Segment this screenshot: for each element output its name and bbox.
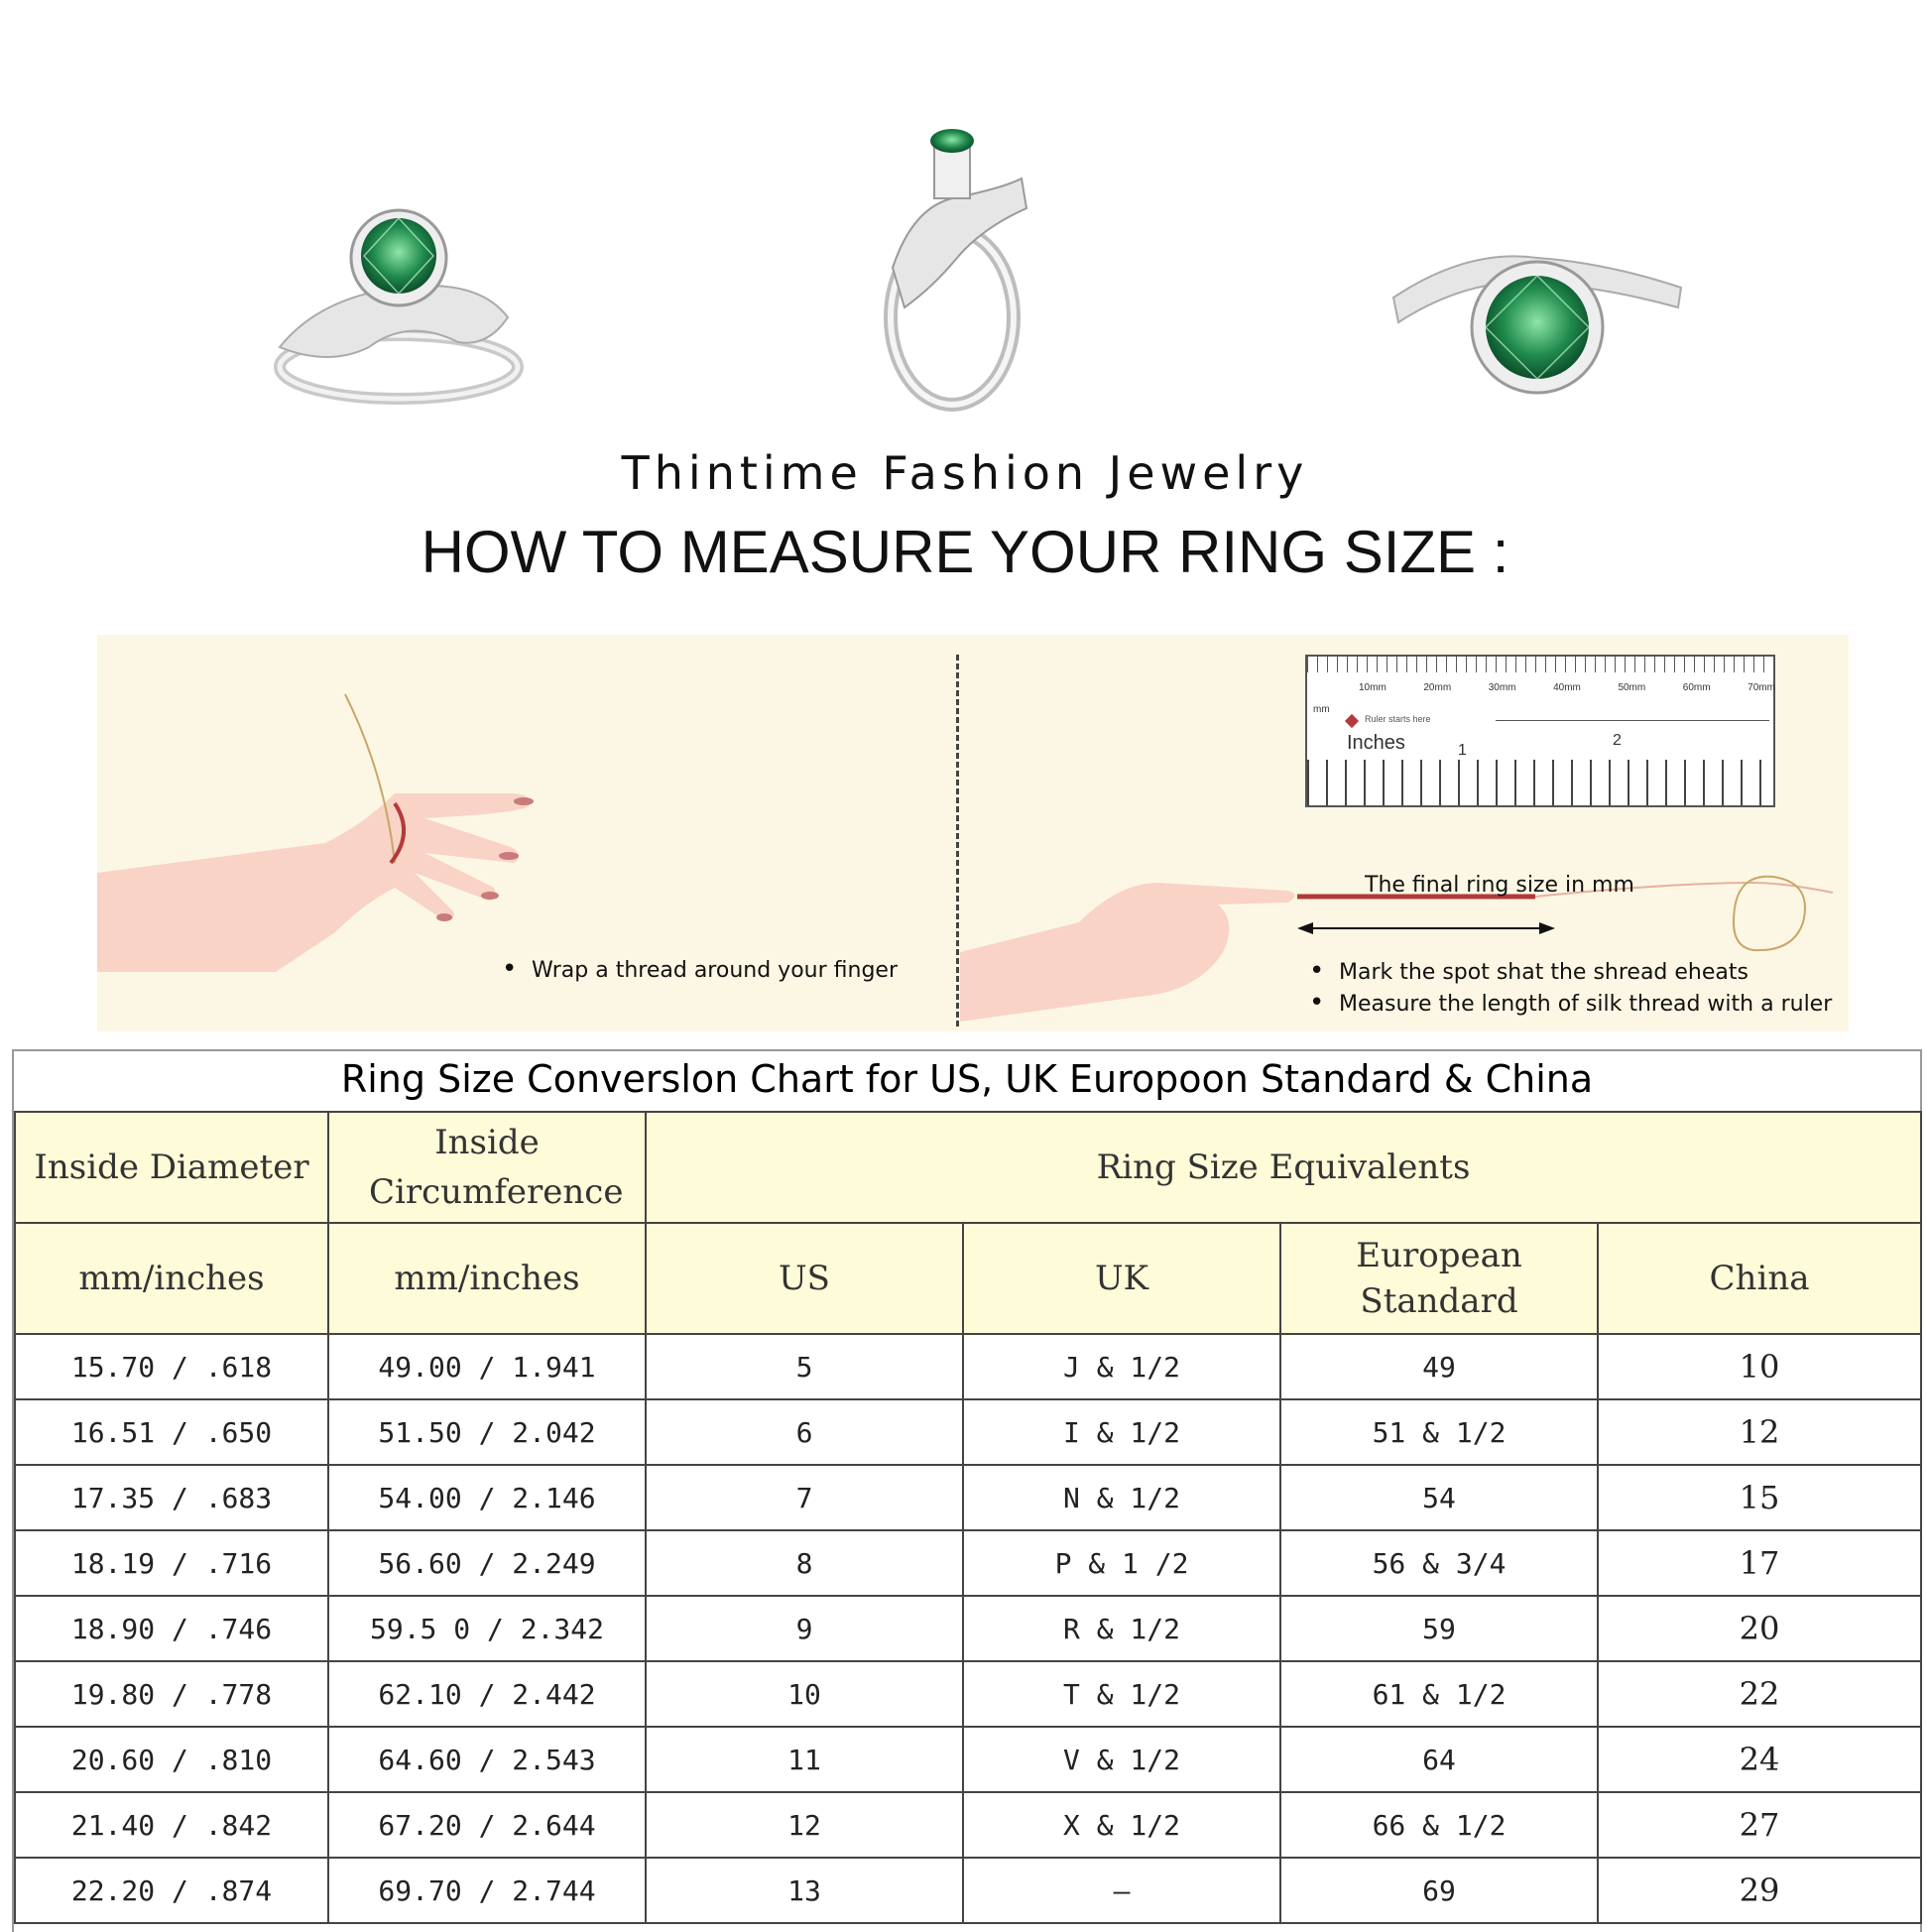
cell-us: 5 — [646, 1334, 963, 1399]
panel-divider — [956, 655, 959, 1026]
ring-size-table — [14, 1111, 1922, 1924]
cell-circumference: 51.50 / 2.042 — [328, 1399, 646, 1465]
cell-uk: T & 1/2 — [963, 1661, 1280, 1727]
cell-us: 6 — [646, 1399, 963, 1465]
cell-diameter: 22.20 / .874 — [15, 1858, 328, 1923]
cell-circumference: 49.00 / 1.941 — [328, 1334, 646, 1399]
table-row — [15, 1661, 1921, 1727]
header-ring-size-equivalents: Ring Size Equivalents — [646, 1112, 1921, 1223]
header-inside-diameter: Inside Diameter — [15, 1112, 328, 1223]
cell-us: 10 — [646, 1661, 963, 1727]
cell-diameter: 17.35 / .683 — [15, 1465, 328, 1530]
cell-european: 61 & 1/2 — [1280, 1661, 1598, 1727]
table-row — [15, 1530, 1921, 1596]
cell-china: 27 — [1598, 1792, 1921, 1858]
measure-instructions-panel — [97, 635, 1849, 1031]
ruler-mm-label: 40mm — [1553, 682, 1581, 693]
ruler-mm-label: 60mm — [1682, 682, 1711, 693]
ring-side-view-image — [853, 119, 1051, 426]
header-china: China — [1598, 1223, 1921, 1334]
cell-circumference: 69.70 / 2.744 — [328, 1858, 646, 1923]
cell-european: 64 — [1280, 1727, 1598, 1792]
header-european: European Standard — [1280, 1223, 1598, 1334]
cell-china: 24 — [1598, 1727, 1921, 1792]
cell-us: 7 — [646, 1465, 963, 1530]
cell-circumference: 64.60 / 2.543 — [328, 1727, 646, 1792]
table-row — [15, 1334, 1921, 1399]
ring-top-view-image — [1388, 228, 1686, 426]
mark-spot-caption: • Mark the spot shat the shread eheats — [1339, 960, 1749, 985]
cell-uk: I & 1/2 — [963, 1399, 1280, 1465]
header-uk: UK — [963, 1223, 1280, 1334]
cell-uk: V & 1/2 — [963, 1727, 1280, 1792]
cell-china: 10 — [1598, 1334, 1921, 1399]
cell-china: 20 — [1598, 1596, 1921, 1661]
ruler-inch-mark: 1 — [1458, 742, 1467, 759]
cell-european: 51 & 1/2 — [1280, 1399, 1598, 1465]
header-us: US — [646, 1223, 963, 1334]
cell-circumference: 67.20 / 2.644 — [328, 1792, 646, 1858]
cell-european: 59 — [1280, 1596, 1598, 1661]
cell-uk: P & 1 /2 — [963, 1530, 1280, 1596]
cell-china: 12 — [1598, 1399, 1921, 1465]
cell-circumference: 62.10 / 2.442 — [328, 1661, 646, 1727]
brand-name: Thintime Fashion Jewelry — [621, 446, 1309, 500]
ruler-inch-mark: 2 — [1613, 732, 1622, 749]
header-inside-circumference: Inside Circumference — [328, 1112, 646, 1223]
ruler-mm-label: 50mm — [1618, 682, 1646, 693]
ruler-mm-unit: mm — [1313, 704, 1330, 715]
table-row — [15, 1727, 1921, 1792]
ruler-mm-label: 30mm — [1488, 682, 1516, 693]
ruler-start-note: Ruler starts here — [1365, 714, 1431, 724]
cell-circumference: 54.00 / 2.146 — [328, 1465, 646, 1530]
ruler-start-marker — [1345, 714, 1359, 728]
table-row — [15, 1596, 1921, 1661]
ruler-inches-label: Inches — [1347, 732, 1405, 754]
table-row — [15, 1858, 1921, 1923]
cell-us: 8 — [646, 1530, 963, 1596]
cell-china: 29 — [1598, 1858, 1921, 1923]
header-circumference-unit: mm/inches — [328, 1223, 646, 1334]
cell-china: 22 — [1598, 1661, 1921, 1727]
cell-uk: N & 1/2 — [963, 1465, 1280, 1530]
cell-us: 11 — [646, 1727, 963, 1792]
table-row — [15, 1465, 1921, 1530]
ruler-mm-label: 20mm — [1423, 682, 1452, 693]
ruler-mm-label: 10mm — [1359, 682, 1387, 693]
ring-size-chart — [12, 1049, 1922, 1932]
header-diameter-unit: mm/inches — [15, 1223, 328, 1334]
table-row — [15, 1399, 1921, 1465]
cell-diameter: 15.70 / .618 — [15, 1334, 328, 1399]
cell-china: 15 — [1598, 1465, 1921, 1530]
wrap-thread-caption: • Wrap a thread around your finger — [532, 958, 898, 983]
cell-us: 12 — [646, 1792, 963, 1858]
cell-diameter: 20.60 / .810 — [15, 1727, 328, 1792]
cell-uk: J & 1/2 — [963, 1334, 1280, 1399]
ruler-caption: The final ring size in mm — [1365, 873, 1634, 898]
cell-china: 17 — [1598, 1530, 1921, 1596]
cell-diameter: 19.80 / .778 — [15, 1661, 328, 1727]
cell-diameter: 16.51 / .650 — [15, 1399, 328, 1465]
cell-european: 49 — [1280, 1334, 1598, 1399]
cell-european: 66 & 1/2 — [1280, 1792, 1598, 1858]
measure-thread-caption: • Measure the length of silk thread with a ruler — [1339, 992, 1832, 1017]
cell-uk: R & 1/2 — [963, 1596, 1280, 1661]
cell-diameter: 18.90 / .746 — [15, 1596, 328, 1661]
cell-european: 69 — [1280, 1858, 1598, 1923]
cell-uk: — — [963, 1858, 1280, 1923]
hand-wrapping-thread-illustration — [97, 674, 692, 992]
cell-uk: X & 1/2 — [963, 1792, 1280, 1858]
chart-title: Ring Size Converslon Chart for US, UK Europoon Standard & China — [340, 1057, 1594, 1101]
cell-circumference: 56.60 / 2.249 — [328, 1530, 646, 1596]
page-title: HOW TO MEASURE YOUR RING SIZE : — [421, 519, 1509, 585]
cell-diameter: 18.19 / .716 — [15, 1530, 328, 1596]
cell-us: 13 — [646, 1858, 963, 1923]
cell-circumference: 59.5 0 / 2.342 — [328, 1596, 646, 1661]
cell-us: 9 — [646, 1596, 963, 1661]
ruler-mm-label: 70mm — [1748, 682, 1775, 693]
cell-european: 56 & 3/4 — [1280, 1530, 1598, 1596]
cell-european: 54 — [1280, 1465, 1598, 1530]
ring-angle-view-image — [260, 179, 538, 417]
cell-diameter: 21.40 / .842 — [15, 1792, 328, 1858]
table-row — [15, 1792, 1921, 1858]
